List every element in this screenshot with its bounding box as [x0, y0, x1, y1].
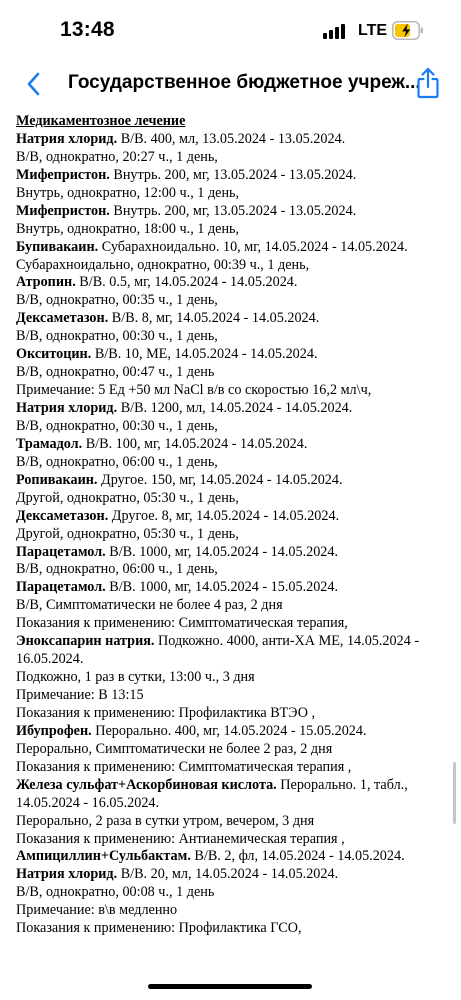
document-line	[16, 777, 456, 795]
line-text: Внутрь, однократно, 18:00 ч., 1 день,	[16, 220, 240, 237]
document-line	[16, 203, 456, 221]
document-line	[16, 651, 456, 669]
drug-name: Дексаметазон.	[16, 507, 109, 524]
status-time: 13:48	[60, 18, 115, 41]
drug-name: Дексаметазон.	[16, 310, 109, 327]
document-line	[16, 274, 456, 292]
battery-charging-icon	[392, 21, 424, 40]
line-text: Другое. 150, мг, 14.05.2024 - 14.05.2024.	[97, 471, 343, 488]
line-text: В/В, однократно, 06:00 ч., 1 день,	[16, 561, 218, 578]
page-title: Государственное бюджетное учреж...	[68, 72, 421, 93]
document-line	[16, 902, 456, 920]
document-line	[16, 131, 456, 149]
document-line	[16, 741, 456, 759]
drug-name: Ампициллин+Сульбактам.	[16, 848, 191, 865]
document-line	[16, 221, 456, 239]
document-line	[16, 526, 456, 544]
document-line	[16, 848, 456, 866]
drug-name: Парацетамол.	[16, 543, 106, 560]
drug-name: Железа сульфат+Аскорбиновая кислота.	[16, 776, 277, 793]
line-text: В/В, однократно, 00:35 ч., 1 день,	[16, 292, 218, 309]
document-line	[16, 813, 456, 831]
drug-name: Натрия хлорид.	[16, 866, 118, 883]
line-text: В/В, однократно, 00:47 ч., 1 день	[16, 364, 215, 381]
line-text: Перорально. 400, мг, 14.05.2024 - 15.05.2024.	[91, 722, 367, 739]
line-text: В/В. 8, мг, 14.05.2024 - 14.05.2024.	[108, 310, 320, 327]
document-line	[16, 687, 456, 705]
drug-name: Натрия хлорид.	[16, 400, 118, 416]
line-text: Примечание: в\в медленно	[16, 902, 178, 919]
document-line	[16, 795, 456, 813]
line-text: В/В. 1000, мг, 14.05.2024 - 15.05.2024.	[105, 579, 339, 596]
document-line	[16, 328, 456, 346]
line-text: Субарахноидально, однократно, 00:39 ч., 1 день,	[16, 256, 310, 273]
document-line	[16, 508, 456, 526]
document-line	[16, 831, 456, 849]
line-text: 14.05.2024 - 16.05.2024.	[16, 794, 160, 811]
line-text: Перорально. 1, табл.,	[276, 776, 408, 793]
document-line	[16, 310, 456, 328]
document-line	[16, 579, 456, 597]
line-text: Показания к применению: Симптоматическая терапия,	[16, 615, 348, 632]
document-line	[16, 615, 456, 633]
line-text: Другой, однократно, 05:30 ч., 1 день,	[16, 489, 239, 506]
document-line	[16, 723, 456, 741]
line-text: Показания к применению: Профилактика ВТЭО ,	[16, 704, 316, 721]
status-bar	[0, 0, 461, 62]
document-line	[16, 633, 456, 651]
line-text: Примечание: В 13:15	[16, 687, 144, 703]
drug-name: Ибупрофен.	[16, 722, 92, 739]
document-line	[16, 920, 456, 938]
line-text: В/В. 1200, мл, 14.05.2024 - 14.05.2024.	[117, 400, 353, 416]
document-line	[16, 292, 456, 310]
line-text: Внутрь. 200, мг, 13.05.2024 - 13.05.2024.	[109, 166, 357, 183]
line-text: Показания к применению: Профилактика ГСО,	[16, 920, 302, 937]
document-line	[16, 239, 456, 257]
line-text: В/В, однократно, 20:27 ч., 1 день,	[16, 148, 218, 165]
drug-name: Окситоцин.	[16, 346, 92, 363]
document-line	[16, 418, 456, 436]
document-line	[16, 167, 456, 185]
drug-name: Бупивакаин.	[16, 238, 99, 255]
document-line	[16, 185, 456, 203]
line-text: Показания к применению: Симптоматическая терапия ,	[16, 758, 352, 775]
line-text: Внутрь. 200, мг, 13.05.2024 - 13.05.2024.	[109, 202, 357, 219]
document-line	[16, 400, 456, 418]
document-line	[16, 884, 456, 902]
document-line	[16, 382, 456, 400]
line-text: Другое. 8, мг, 14.05.2024 - 14.05.2024.	[108, 507, 340, 524]
document-line	[16, 705, 456, 723]
line-text: Другой, однократно, 05:30 ч., 1 день,	[16, 525, 239, 542]
share-button[interactable]	[414, 66, 442, 100]
chevron-left-icon	[22, 68, 48, 100]
document-line	[16, 436, 456, 454]
drug-name: Мифепристон.	[16, 166, 110, 183]
share-icon	[414, 66, 442, 100]
line-text: В/В. 10, МЕ, 14.05.2024 - 14.05.2024.	[91, 346, 318, 363]
line-text: Показания к применению: Антианемическая терапия ,	[16, 830, 345, 847]
drug-name: Эноксапарин натрия.	[16, 633, 155, 650]
document-line	[16, 669, 456, 687]
drug-name: Трамадол.	[16, 435, 83, 452]
line-text: В/В. 2, фл, 14.05.2024 - 14.05.2024.	[190, 848, 405, 865]
line-text: Примечание: 5 Ед +50 мл NaCl в/в со скоростью 16,2 мл\ч,	[16, 382, 372, 399]
document-line	[16, 472, 456, 490]
navigation-bar	[0, 62, 461, 104]
line-text: Перорально, 2 раза в сутки утром, вечером, 3 дня	[16, 812, 315, 829]
document-line	[16, 490, 456, 508]
document-line	[16, 759, 456, 777]
line-text: Перорально, Симптоматически не более 2 раз, 2 дня	[16, 740, 333, 757]
document-line	[16, 866, 456, 884]
drug-name: Натрия хлорид.	[16, 130, 118, 147]
line-text: Субарахноидально. 10, мг, 14.05.2024 - 14.05.2024.	[98, 238, 408, 255]
line-text: В/В. 0.5, мг, 14.05.2024 - 14.05.2024.	[75, 274, 298, 291]
line-text: 16.05.2024.	[16, 651, 84, 668]
document-line	[16, 257, 456, 275]
document-line	[16, 561, 456, 579]
network-type: LTE	[358, 22, 388, 39]
line-text: Подкожно. 4000, анти-ХА МЕ, 14.05.2024 -	[154, 633, 420, 650]
line-text: В/В, однократно, 06:00 ч., 1 день,	[16, 453, 218, 470]
line-text: В/В. 100, мг, 14.05.2024 - 14.05.2024.	[82, 435, 308, 452]
line-text: В/В. 1000, мг, 14.05.2024 - 14.05.2024.	[105, 543, 339, 560]
document-line	[16, 364, 456, 382]
drug-name: Ропивакаин.	[16, 471, 98, 488]
cellular-signal-icon	[323, 24, 349, 39]
document-line	[16, 454, 456, 472]
document-line	[16, 149, 456, 167]
section-heading: Медикаментозное лечение	[16, 113, 186, 129]
scroll-indicator[interactable]	[453, 762, 456, 824]
document-content	[16, 113, 456, 938]
home-indicator[interactable]	[148, 984, 312, 989]
line-text: В/В, однократно, 00:30 ч., 1 день,	[16, 328, 218, 345]
document-line	[16, 346, 456, 364]
line-text: Внутрь, однократно, 12:00 ч., 1 день,	[16, 184, 240, 201]
drug-name: Мифепристон.	[16, 202, 110, 219]
line-text: В/В. 20, мл, 14.05.2024 - 14.05.2024.	[117, 866, 339, 883]
line-text: В/В, Симптоматически не более 4 раз, 2 дня	[16, 597, 283, 614]
drug-name: Атропин.	[16, 274, 76, 291]
document-line	[16, 544, 456, 562]
document-line	[16, 597, 456, 615]
line-text: В/В. 400, мл, 13.05.2024 - 13.05.2024.	[117, 130, 346, 147]
line-text: Подкожно, 1 раз в сутки, 13:00 ч., 3 дня	[16, 669, 255, 686]
line-text: В/В, однократно, 00:30 ч., 1 день,	[16, 417, 218, 434]
back-button[interactable]	[22, 68, 48, 100]
drug-name: Парацетамол.	[16, 579, 106, 596]
line-text: В/В, однократно, 00:08 ч., 1 день	[16, 884, 215, 901]
